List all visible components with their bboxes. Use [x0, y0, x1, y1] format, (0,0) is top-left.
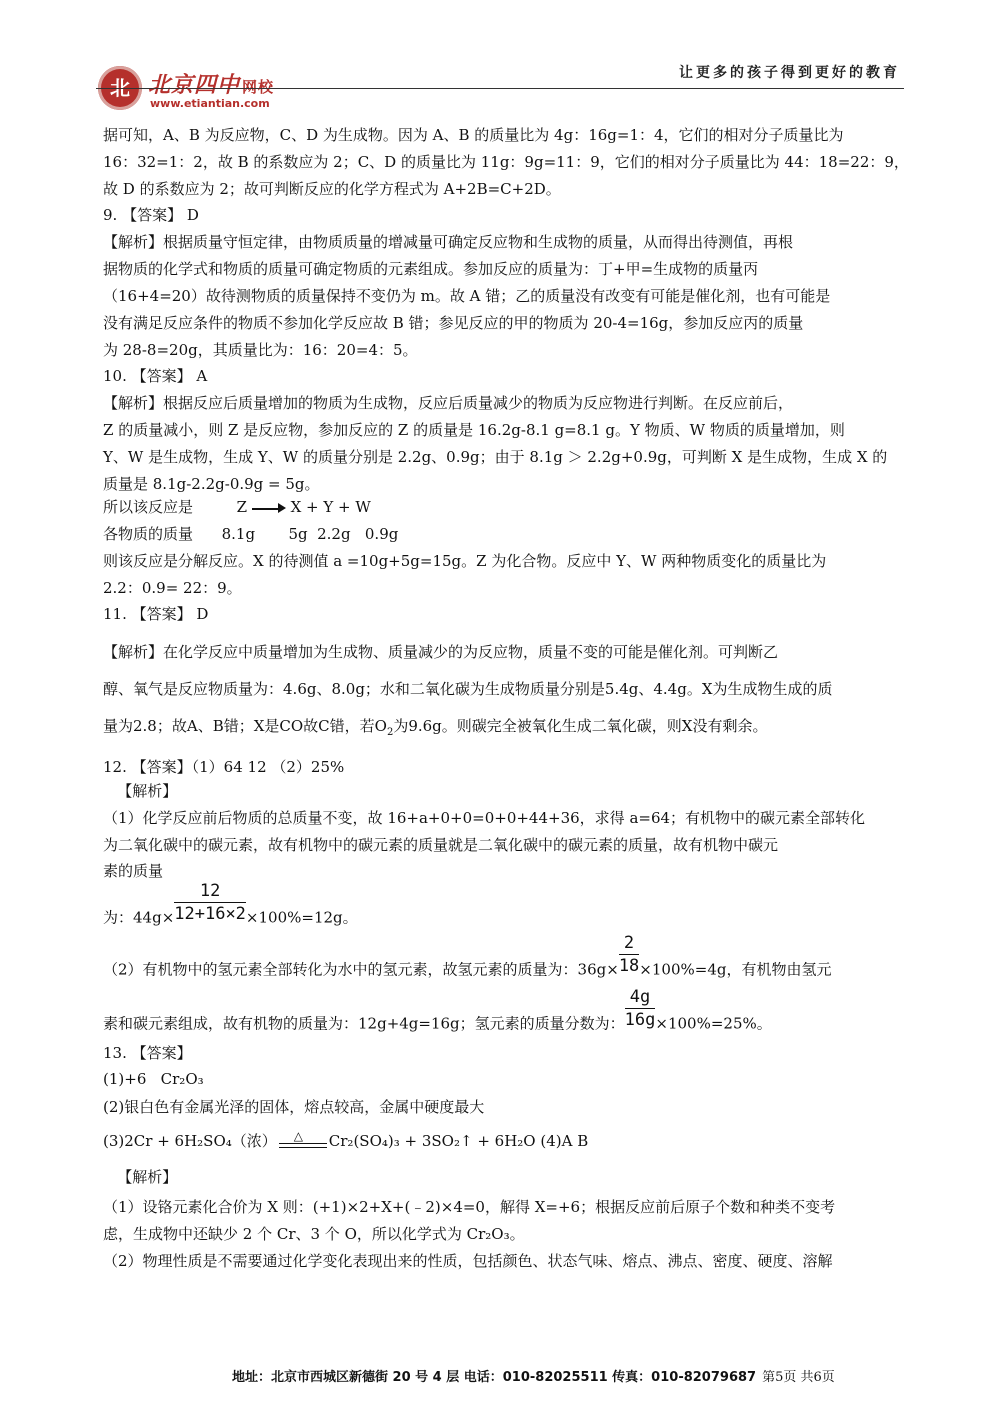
answer-heading: 11. 【答案】 D — [103, 605, 209, 623]
text-line: Z 的质量减小，则 Z 是反应物，参加反应的 Z 的质量是 16.2g-8.1 g=8.1 g。Y 物质、W 物质的质量增加，则 — [103, 421, 845, 439]
heat-equals-icon — [277, 1131, 329, 1153]
text-line: 据可知，A、B 为反应物，C、D 为生成物。因为 A、B 的质量比为 4g：16g=1：4，它们的相对分子质量比为 — [103, 126, 844, 144]
text-segment: 素和碳元素组成，故有机物的质量为：12g+4g=16g；氢元素的质量分数为： — [103, 1014, 625, 1033]
text-line: 2.2：0.9= 22：9。 — [103, 579, 242, 597]
reaction-line — [103, 496, 371, 518]
text-line — [103, 715, 767, 744]
equation-left: (3)2Cr + 6H₂SO₄（浓） — [103, 1132, 277, 1150]
text-line: （1）化学反应前后物质的总质量不变，故 16+a+0+0=0+0+44+36，求得 a=64；有机物中的碳元素全部转化 — [103, 809, 866, 827]
analysis-heading: 【解析】 — [103, 1168, 178, 1186]
text-line: 虑，生成物中还缺少 2 个 Cr、3 个 O，所以化学式为 Cr₂O₃。 — [103, 1225, 525, 1243]
text-line: （2）物理性质是不需要通过化学变化表现出来的性质，包括颜色、状态气味、熔点、沸点、密度、硬度、溶解 — [103, 1252, 833, 1270]
logo-name-text: 北京四中 — [148, 72, 241, 98]
text-line: 【解析】根据质量守恒定律，由物质质量的增减量可确定反应物和生成物的质量，从而得出待测值，再根 — [103, 233, 794, 251]
text-line: 故 D 的系数应为 2；故可判断反应的化学方程式为 A+2B=C+2D。 — [103, 180, 561, 198]
text-segment: （2）有机物中的氢元素全部转化为水中的氢元素，故氢元素的质量为：36g× — [103, 960, 619, 979]
text-line: 没有满足反应条件的物质不参加化学反应故 B 错；参见反应的甲的物质为 20-4=16g，参加反应丙的质量 — [103, 314, 804, 332]
reaction-products: X + Y + W — [290, 498, 371, 516]
text-segment: ×100%=4g，有机物由氢元 — [639, 960, 832, 979]
text-line: 【解析】根据反应后质量增加的物质为生成物，反应后质量减少的物质为反应物进行判断。在反应前后， — [103, 394, 794, 412]
site-logo — [98, 66, 298, 116]
text-segment: ×100%=12g。 — [245, 908, 358, 927]
fraction-denominator: 18 — [618, 956, 640, 976]
answer-heading: 13. 【答案】 — [103, 1044, 192, 1062]
footer-address: 地址：北京市西城区新德街 20 号 4 层 电话：010-82025511 传真：010-82079687 — [232, 1370, 757, 1385]
text-line: 为二氧化碳中的碳元素，故有机物中的碳元素的质量就是二氧化碳中的碳元素的质量，故有机物中碳元 — [103, 836, 779, 854]
fraction — [625, 986, 656, 1031]
reaction-intro: 所以该反应是 — [103, 498, 194, 516]
text-line: （16+4=20）故待测物质的质量保持不变仍为 m。故 A 错；乙的质量没有改变有可能是催化剂，也有可能是 — [103, 287, 831, 305]
reaction-reactant: Z — [236, 498, 248, 516]
text-line: 【解析】在化学反应中质量增加为生成物、质量减少的为反应物，质量不变的可能是催化剂。可判断乙 — [103, 643, 779, 661]
subscript: 2 — [386, 727, 394, 738]
fraction — [174, 880, 246, 925]
answer-line: (1)+6 Cr₂O₃ — [103, 1070, 204, 1088]
header-divider — [96, 88, 904, 89]
formula-line — [103, 986, 772, 1034]
formula-line — [103, 880, 358, 928]
answer-line: (2)银白色有金属光泽的固体，熔点较高，金属中硬度最大 — [103, 1098, 485, 1116]
text-line: 据物质的化学式和物质的质量可确定物质的元素组成。参加反应的质量为：丁+甲=生成物的质量丙 — [103, 260, 759, 278]
logo-badge-glyph: 北 — [110, 76, 130, 100]
heat-symbol: △ — [293, 1129, 304, 1143]
logo-url: www.etiantian.com — [150, 97, 270, 110]
answer-heading: 12. 【答案】（1）64 12 （2）25% — [103, 758, 345, 776]
text-line: 16：32=1：2，故 B 的系数应为 2；C、D 的质量比为 11g：9g=11：9，它们的相对分子质量比为 44：18=22：9， — [103, 153, 909, 171]
text-segment: ×100%=25%。 — [655, 1014, 772, 1033]
equation-right: Cr₂(SO₄)₃ + 3SO₂↑ + 6H₂O (4)A B — [328, 1132, 589, 1150]
text-line: Y、W 是生成物，生成 Y、W 的质量分别是 2.2g、0.9g；由于 8.1g ＞ 2.2g+0.9g，可判断 X 是生成物，生成 X 的 — [103, 448, 888, 466]
mass-line: 各物质的质量 8.1g 5g 2.2g 0.9g — [103, 525, 399, 543]
formula-line — [103, 932, 831, 980]
logo-name — [148, 68, 274, 99]
text-line: 质量是 8.1g-2.2g-0.9g = 5g。 — [103, 475, 320, 493]
equation-line — [103, 1130, 588, 1153]
analysis-heading: 【解析】 — [103, 782, 178, 800]
text-line: 为 28-8=20g，其质量比为：16：20=4：5。 — [103, 341, 418, 359]
text-segment: 量为2.8；故A、B错；X是CO故C错，若O — [103, 717, 387, 735]
page-footer — [232, 1366, 835, 1385]
answer-heading: 9. 【答案】 D — [103, 206, 199, 224]
text-line: 素的质量 — [103, 862, 164, 880]
text-line: （1）设铬元素化合价为 X 则：(+1)×2+X+(﹣2)×4=0，解得 X=+6；根据反应前后原子个数和种类不变考 — [103, 1198, 836, 1216]
answer-heading: 10. 【答案】 A — [103, 367, 208, 385]
fraction-numerator: 2 — [619, 932, 639, 955]
fraction-numerator: 12 — [174, 880, 246, 903]
fraction — [619, 932, 639, 977]
header-slogan: 让更多的孩子得到更好的教育 — [679, 65, 900, 81]
fraction-denominator: 12+16×2 — [174, 904, 246, 924]
text-segment: 为：44g× — [103, 908, 175, 927]
logo-suffix: 网校 — [242, 78, 275, 96]
text-line: 则该反应是分解反应。X 的待测值 a =10g+5g=15g。Z 为化合物。反应中 Y、W 两种物质变化的质量比为 — [103, 552, 827, 570]
text-segment: 为9.6g。则碳完全被氧化生成二氧化碳，则X没有剩余。 — [393, 717, 768, 735]
reaction-arrow-icon — [252, 503, 286, 513]
fraction-denominator: 16g — [624, 1010, 656, 1030]
text-line: 醇、氧气是反应物质量为：4.6g、8.0g；水和二氧化碳为生成物质量分别是5.4g、4.4g。X为生成物生成的质 — [103, 680, 833, 698]
footer-page-number: 第5页 共6页 — [762, 1370, 835, 1385]
fraction-numerator: 4g — [625, 986, 656, 1009]
